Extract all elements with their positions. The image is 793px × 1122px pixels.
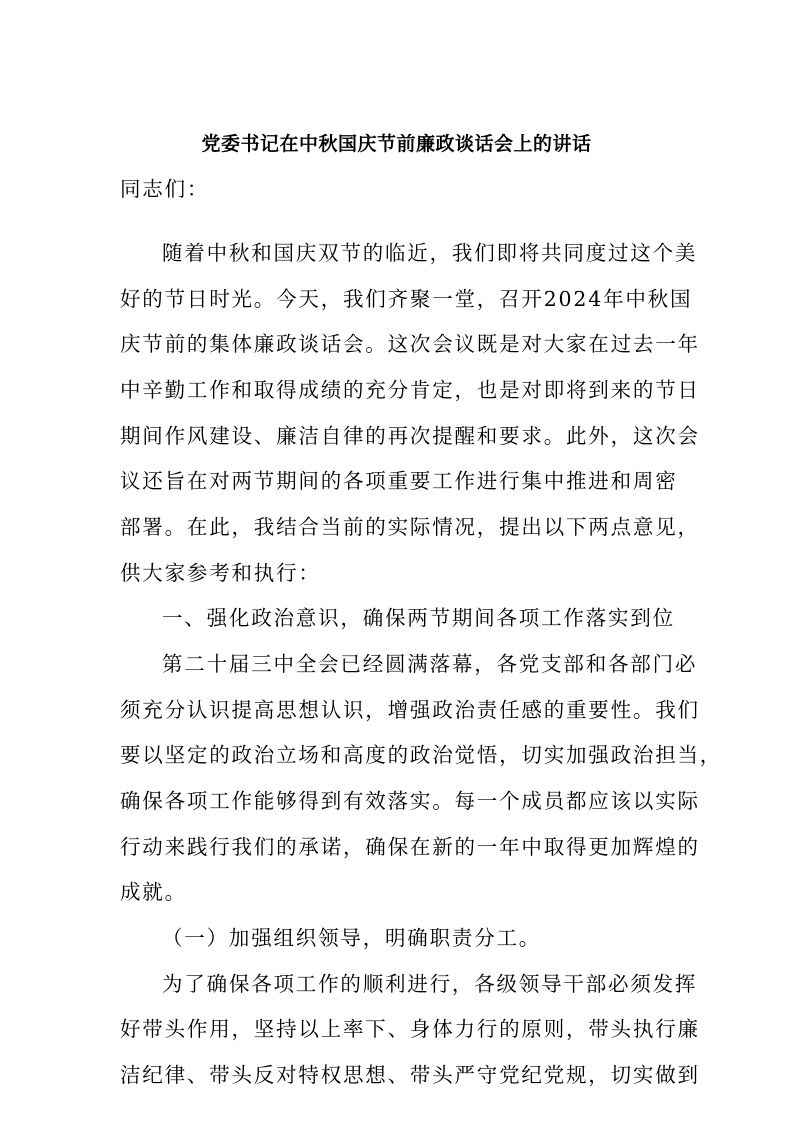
- body-line: 要以坚定的政治立场和高度的政治觉悟，切实加强政治担当，: [120, 743, 723, 767]
- body-line: 须充分认识提高思想认识，增强政治责任感的重要性。我们: [120, 698, 700, 722]
- body-line: 第二十届三中全会已经圆满落幕，各党支部和各部门必: [162, 652, 698, 676]
- body-line: 中辛勤工作和取得成绩的充分肯定，也是对即将到来的节日: [120, 378, 700, 402]
- document-title: 党委书记在中秋国庆节前廉政谈话会上的讲话: [201, 133, 592, 155]
- body-line: 议还旨在对两节期间的各项重要工作进行集中推进和周密: [120, 469, 678, 493]
- salutation-line: 同志们：: [120, 177, 210, 201]
- body-line: 庆节前的集体廉政谈话会。这次会议既是对大家在过去一年: [120, 332, 700, 356]
- body-line: 成就。: [120, 880, 187, 904]
- body-line: 确保各项工作能够得到有效落实。每一个成员都应该以实际: [120, 789, 700, 813]
- body-line: 好的节日时光。今天，我们齐聚一堂，召开2024年中秋国: [120, 287, 693, 311]
- section-heading: 一、强化政治意识，确保两节期间各项工作落实到位: [162, 606, 675, 630]
- subsection-heading: （一）加强组织领导，明确职责分工。: [162, 926, 542, 950]
- body-line: 行动来践行我们的承诺，确保在新的一年中取得更加辉煌的: [120, 835, 700, 859]
- body-line: 洁纪律、带头反对特权思想、带头严守党纪党规，切实做到: [120, 1063, 700, 1087]
- body-line: 为了确保各项工作的顺利进行，各级领导干部必须发挥: [162, 972, 698, 996]
- body-line: 好带头作用，坚持以上率下、身体力行的原则，带头执行廉: [120, 1017, 700, 1041]
- body-line: 期间作风建设、廉洁自律的再次提醒和要求。此外，这次会: [120, 424, 700, 448]
- body-line: 随着中秋和国庆双节的临近，我们即将共同度过这个美: [162, 241, 698, 265]
- body-line: 供大家参考和执行：: [120, 561, 321, 585]
- body-line: 部署。在此，我结合当前的实际情况，提出以下两点意见，: [120, 515, 700, 539]
